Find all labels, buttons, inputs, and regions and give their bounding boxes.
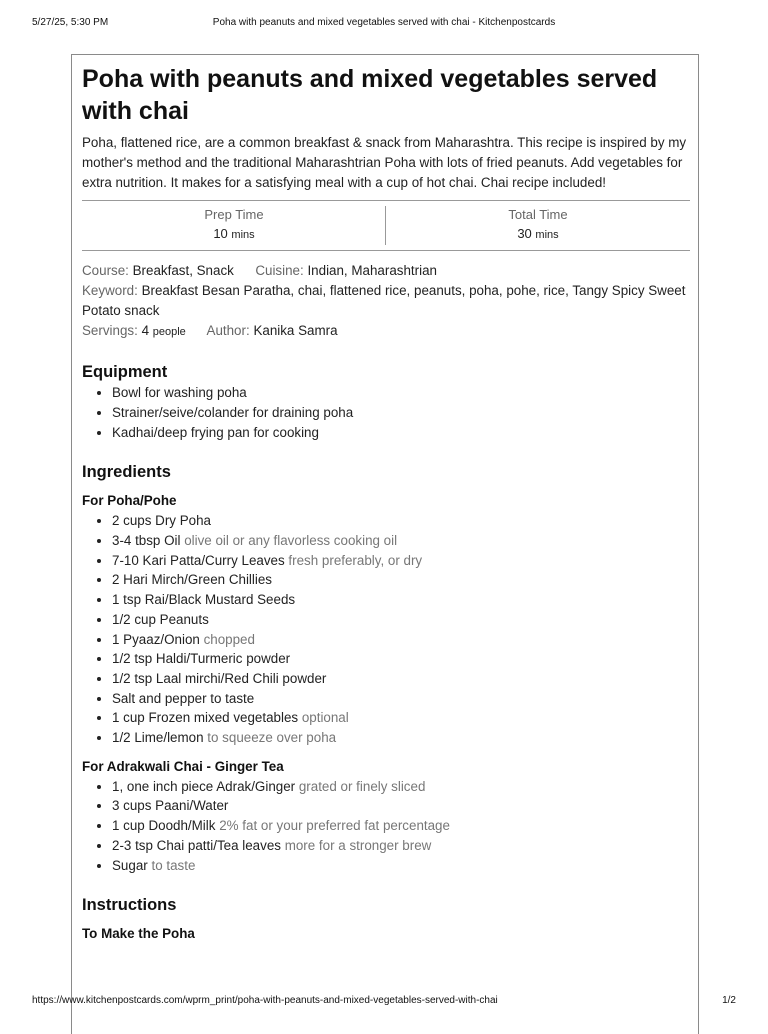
meta-row-servings-author xyxy=(82,321,690,343)
total-time-unit: mins xyxy=(535,229,559,242)
ingredient-item: • Salt and pepper to taste xyxy=(112,689,690,709)
ingredient-note: to taste xyxy=(151,857,196,873)
ingredient-list xyxy=(82,777,690,876)
ingredient-note: optional xyxy=(301,710,349,726)
ingredient-item: • 3 cups Paani/Water xyxy=(112,796,690,816)
ingredient-item: • 1/2 cup Peanuts xyxy=(112,610,690,630)
keyword-label: Keyword: xyxy=(82,283,138,299)
instruction-group-name: To Make the Poha xyxy=(82,926,195,942)
print-url: https://www.kitchenpostcards.com/wprm_print/poha-with-peanuts-and-mixed-vegetables-served-with-chai xyxy=(32,995,498,1006)
equipment-item: • Strainer/seive/colander for draining poha xyxy=(112,403,690,423)
servings-unit: people xyxy=(152,325,186,338)
ingredient-item: • 1 cup Doodh/Milk 2% fat or your preferred fat percentage xyxy=(112,816,690,836)
cuisine-label: Cuisine: xyxy=(255,263,304,279)
equipment-item: • Kadhai/deep frying pan for cooking xyxy=(112,423,690,443)
total-time-label: Total Time xyxy=(508,207,568,223)
print-datetime: 5/27/25, 5:30 PM xyxy=(32,17,109,28)
prep-time-value: 10 xyxy=(213,226,228,242)
ingredient-item: • 3-4 tbsp Oil olive oil or any flavorless cooking oil xyxy=(112,531,690,551)
ingredient-item: • 1 cup Frozen mixed vegetables optional xyxy=(112,708,690,728)
print-page-title: Poha with peanuts and mixed vegetables served with chai - Kitchenpostcards xyxy=(212,17,556,28)
author-value: Kanika Samra xyxy=(253,322,338,338)
ingredient-note: to squeeze over poha xyxy=(207,730,337,746)
course-label: Course: xyxy=(82,263,129,279)
servings-label: Servings: xyxy=(82,322,138,338)
course-value: Breakfast, Snack xyxy=(132,263,234,279)
keyword-value: Breakfast Besan Paratha, chai, flattened rice, peanuts, poha, pohe, rice, Tangy Spicy Sweet Potato snack xyxy=(82,283,686,318)
ingredient-item: • 2 Hari Mirch/Green Chillies xyxy=(112,570,690,590)
prep-time-unit: mins xyxy=(231,229,255,242)
total-time xyxy=(386,201,690,250)
ingredient-note: 2% fat or your preferred fat percentage xyxy=(219,818,450,834)
meta-row-keyword xyxy=(82,281,690,320)
ingredient-item: • 1/2 tsp Haldi/Turmeric powder xyxy=(112,649,690,669)
recipe-times xyxy=(82,200,690,251)
ingredient-item: • 1 Pyaaz/Onion chopped xyxy=(112,630,690,650)
ingredient-item: • 1/2 tsp Laal mirchi/Red Chili powder xyxy=(112,669,690,689)
prep-time-label: Prep Time xyxy=(204,207,264,223)
print-page-number: 1/2 xyxy=(722,995,736,1006)
equipment-heading: Equipment xyxy=(82,363,168,382)
ingredient-group-name: For Adrakwali Chai - Ginger Tea xyxy=(82,758,284,774)
ingredients-heading: Ingredients xyxy=(82,463,171,482)
ingredient-list xyxy=(82,511,690,747)
ingredient-note: more for a stronger brew xyxy=(284,837,432,853)
equipment-item: • Bowl for washing poha xyxy=(112,383,690,403)
ingredient-item: • 7-10 Kari Patta/Curry Leaves fresh preferably, or dry xyxy=(112,551,690,571)
ingredient-item: • 1/2 Lime/lemon to squeeze over poha xyxy=(112,728,690,748)
recipe-title: Poha with peanuts and mixed vegetables served with chai xyxy=(82,65,658,125)
ingredient-item: • 2 cups Dry Poha xyxy=(112,511,690,531)
ingredient-note: grated or finely sliced xyxy=(298,778,426,794)
print-header xyxy=(32,17,736,31)
servings-value: 4 xyxy=(141,322,150,338)
recipe-summary: Poha, flattened rice, are a common breakfast & snack from Maharashtra. This recipe is inspired by my mother's method and the traditional Maharashtrian Poha with lots of fried peanuts. Add vegetables for extra nutrition. It makes for a satisfying meal with a cup of hot chai. Chai recipe included! xyxy=(82,135,687,190)
author-label: Author: xyxy=(206,322,250,338)
instructions-heading: Instructions xyxy=(82,896,177,915)
ingredient-item: • 1 tsp Rai/Black Mustard Seeds xyxy=(112,590,690,610)
ingredient-item: • Sugar to taste xyxy=(112,856,690,876)
recipe-card xyxy=(71,54,699,1034)
prep-time xyxy=(82,201,386,250)
print-footer xyxy=(32,995,736,1009)
ingredient-item: • 2-3 tsp Chai patti/Tea leaves more for a stronger brew xyxy=(112,836,690,856)
equipment-list xyxy=(82,383,690,442)
total-time-value: 30 xyxy=(517,226,532,242)
ingredient-note: fresh preferably, or dry xyxy=(288,552,423,568)
meta-row-course-cuisine xyxy=(82,261,690,281)
recipe-meta xyxy=(82,261,690,342)
ingredient-group-name: For Poha/Pohe xyxy=(82,493,177,509)
cuisine-value: Indian, Maharashtrian xyxy=(307,263,437,279)
ingredient-item: • 1, one inch piece Adrak/Ginger grated or finely sliced xyxy=(112,777,690,797)
ingredient-note: chopped xyxy=(203,631,255,647)
ingredient-note: olive oil or any flavorless cooking oil xyxy=(184,533,398,549)
